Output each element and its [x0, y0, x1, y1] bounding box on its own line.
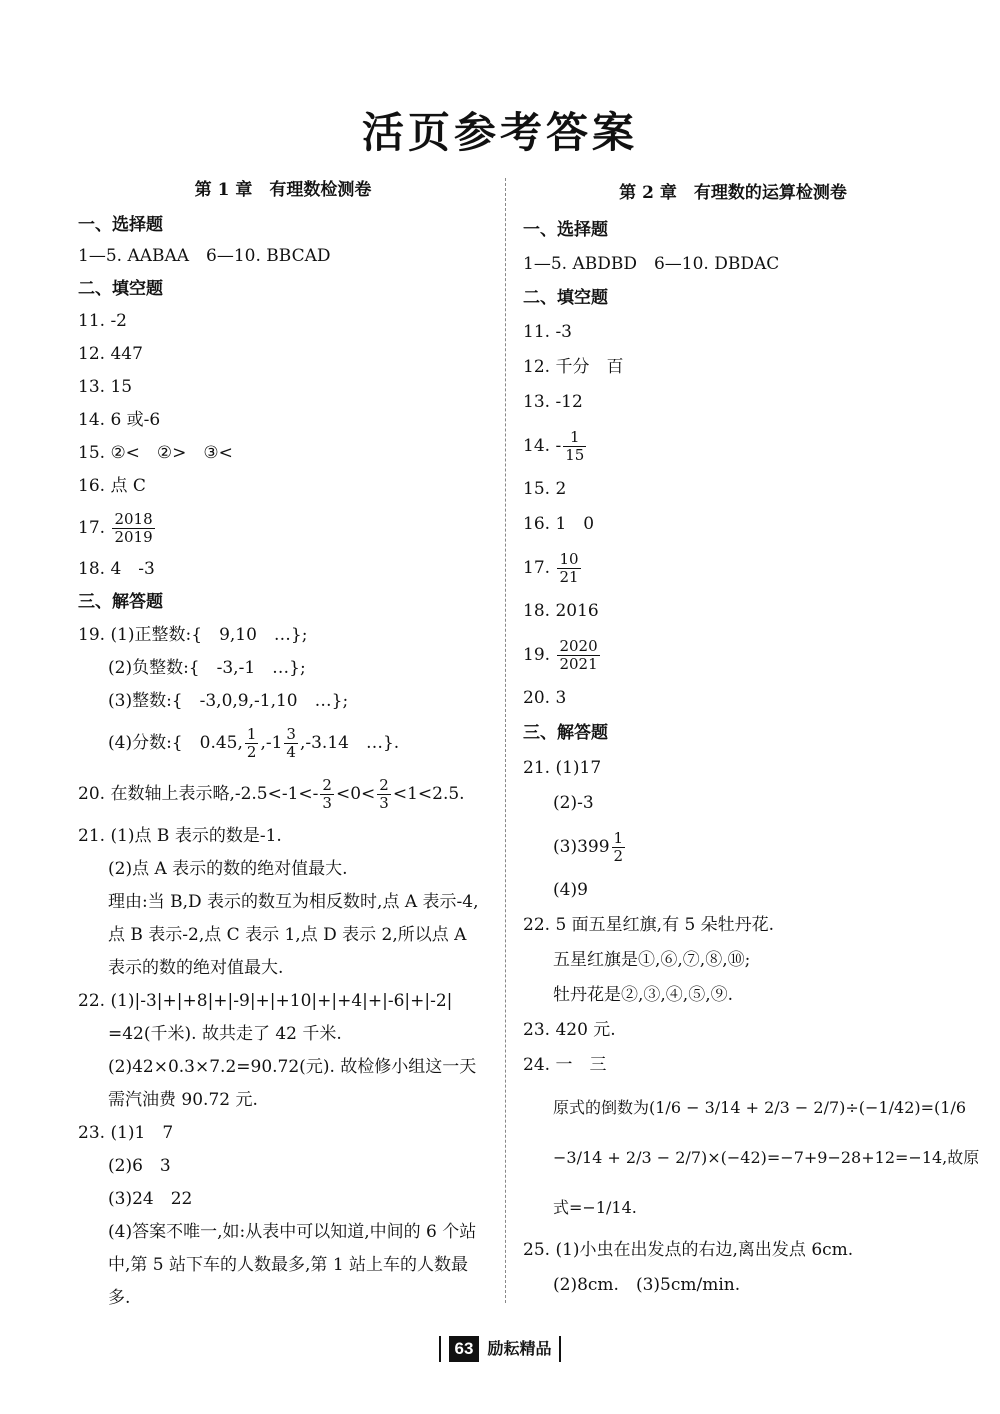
answer-21-2: (2)-3: [553, 793, 594, 813]
answer-19-4: (4)分数:{ 0.45, $\frac{1}{2}$ ,-1 $\frac{3}{4}$ ,-3.14 …}.: [108, 725, 400, 761]
answer-1-10: 1—5. ABDBD 6—10. DBDAC: [523, 254, 780, 274]
fraction: $\frac{10}{21}$: [559, 550, 579, 586]
answer-14: 14. 6 或-6: [78, 410, 161, 430]
answer-17-fraction: $\frac{2018}{2019}$: [114, 510, 153, 546]
brand-name: 励耘精品: [487, 1341, 552, 1358]
section-solve: 三、解答题: [78, 592, 163, 612]
answer-11: 11. -3: [523, 322, 572, 342]
answer-16: 16. 1 0: [523, 514, 595, 534]
answer-19-1: 19. (1)正整数:{ 9,10 …};: [78, 625, 308, 645]
fraction: $\frac{1}{2}$: [613, 829, 624, 865]
answer-22-1: 22. 5 面五星红旗,有 5 朵牡丹花.: [523, 915, 775, 935]
chapter-1-heading: 第 1 章 有理数检测卷: [194, 180, 372, 200]
answer-17: [78, 503, 488, 553]
answer-21-1: 21. (1)点 B 表示的数是-1.: [78, 826, 282, 846]
answer-23-4: (4)答案不唯一,如:从表中可以知道,中间的 6 个站中,第 5 站下车的人数最多,第 1 站上车的人数最多.: [108, 1222, 477, 1308]
fraction: $\frac{2}{3}$: [322, 776, 332, 812]
answer-25-1: 25. (1)小虫在出发点的右边,离出发点 6cm.: [523, 1240, 854, 1260]
answer-21-1: 21. (1)17: [523, 758, 602, 778]
section-fill: 二、填空题: [78, 279, 163, 299]
answer-17-label: 17.: [78, 518, 106, 538]
answer-24-4: 式=−1/14.: [553, 1198, 637, 1217]
answer-19: 19. $\frac{2020}{2021}$: [523, 637, 598, 673]
answer-14: 14. - $\frac{1}{15}$: [523, 428, 585, 464]
answer-12: 12. 千分 百: [523, 357, 624, 377]
answer-15: 15. 2: [523, 479, 567, 499]
answer-19-2: (2)负整数:{ -3,-1 …};: [108, 658, 306, 678]
page-title: 活页参考答案: [361, 108, 638, 157]
fraction: $\frac{3}{4}$: [286, 725, 296, 761]
answer-23-3: (3)24 22: [108, 1189, 193, 1209]
section-solve: 三、解答题: [523, 723, 608, 743]
section-choice: 一、选择题: [523, 220, 608, 240]
answer-17: 17. $\frac{10}{21}$: [523, 550, 579, 586]
answer-23-1: 23. (1)1 7: [78, 1123, 174, 1143]
answer-1-10: 1—5. AABAA 6—10. BBCAD: [78, 246, 331, 266]
footer-box: [439, 1336, 562, 1362]
chapter-2-column: [523, 178, 980, 1303]
column-divider: [505, 178, 506, 1303]
answer-12: 12. 447: [78, 344, 143, 364]
answer-22-3: 牡丹花是②,③,④,⑤,⑨.: [553, 985, 734, 1005]
chapter-2-heading: 第 2 章 有理数的运算检测卷: [619, 183, 847, 203]
answer-24-2: 原式的倒数为(1/6 − 3/14 + 2/3 − 2/7)÷(−1/42)=(1/6: [553, 1098, 967, 1117]
answer-18: 18. 4 -3: [78, 559, 155, 579]
answer-13: 13. 15: [78, 377, 133, 397]
section-choice: 一、选择题: [78, 215, 163, 235]
answer-16: 16. 点 C: [78, 476, 146, 496]
answer-15: 15. ②< ②> ③<: [78, 443, 233, 463]
fraction: $\frac{1}{2}$: [246, 725, 257, 761]
answer-22-1: 22. (1)|-3|+|+8|+|-9|+|+10|+|+4|+|-6|+|-2|: [78, 991, 453, 1011]
answer-24-1: 24. 一 三: [523, 1055, 607, 1075]
answer-21-3: 理由:当 B,D 表示的数互为相反数时,点 A 表示-4,点 B 表示-2,点 C 表示 1,点 D 表示 2,所以点 A 表示的数的绝对值最大.: [108, 892, 479, 978]
answer-13: 13. -12: [523, 392, 583, 412]
answer-24-3: −3/14 + 2/3 − 2/7)×(−42)=−7+9−28+12=−14,故原: [553, 1148, 980, 1167]
answer-22-3: (2)42×0.3×7.2=90.72(元). 故检修小组这一天需汽油费 90.72 元.: [108, 1057, 477, 1110]
answer-21-3: (3)399 $\frac{1}{2}$: [553, 829, 624, 865]
answer-22-2: =42(千米). 故共走了 42 千米.: [108, 1024, 342, 1044]
fraction: $\frac{1}{15}$: [565, 428, 585, 464]
page-number: 63: [449, 1336, 480, 1362]
answer-23-2: (2)6 3: [108, 1156, 171, 1176]
section-fill: 二、填空题: [523, 288, 608, 308]
answer-23: 23. 420 元.: [523, 1020, 616, 1040]
page-footer: [0, 1336, 1000, 1362]
fraction: $\frac{2020}{2021}$: [559, 637, 598, 673]
answer-19-3: (3)整数:{ -3,0,9,-1,10 …};: [108, 691, 349, 711]
fraction: $\frac{2}{3}$: [379, 776, 389, 812]
answer-25-2: (2)8cm. (3)5cm/min.: [553, 1275, 741, 1295]
answer-22-2: 五星红旗是①,⑥,⑦,⑧,⑩;: [553, 950, 751, 970]
answer-20: 20. 在数轴上表示略,-2.5<-1<- $\frac{2}{3}$ <0< $\frac{2}{3}$ <1<2.5.: [78, 776, 465, 812]
answer-20: 20. 3: [523, 688, 567, 708]
answer-11: 11. -2: [78, 311, 127, 331]
answer-18: 18. 2016: [523, 601, 599, 621]
chapter-1-column: [78, 175, 488, 1315]
answer-21-2: (2)点 A 表示的数的绝对值最大.: [108, 859, 348, 879]
answer-21-4: (4)9: [553, 880, 588, 900]
